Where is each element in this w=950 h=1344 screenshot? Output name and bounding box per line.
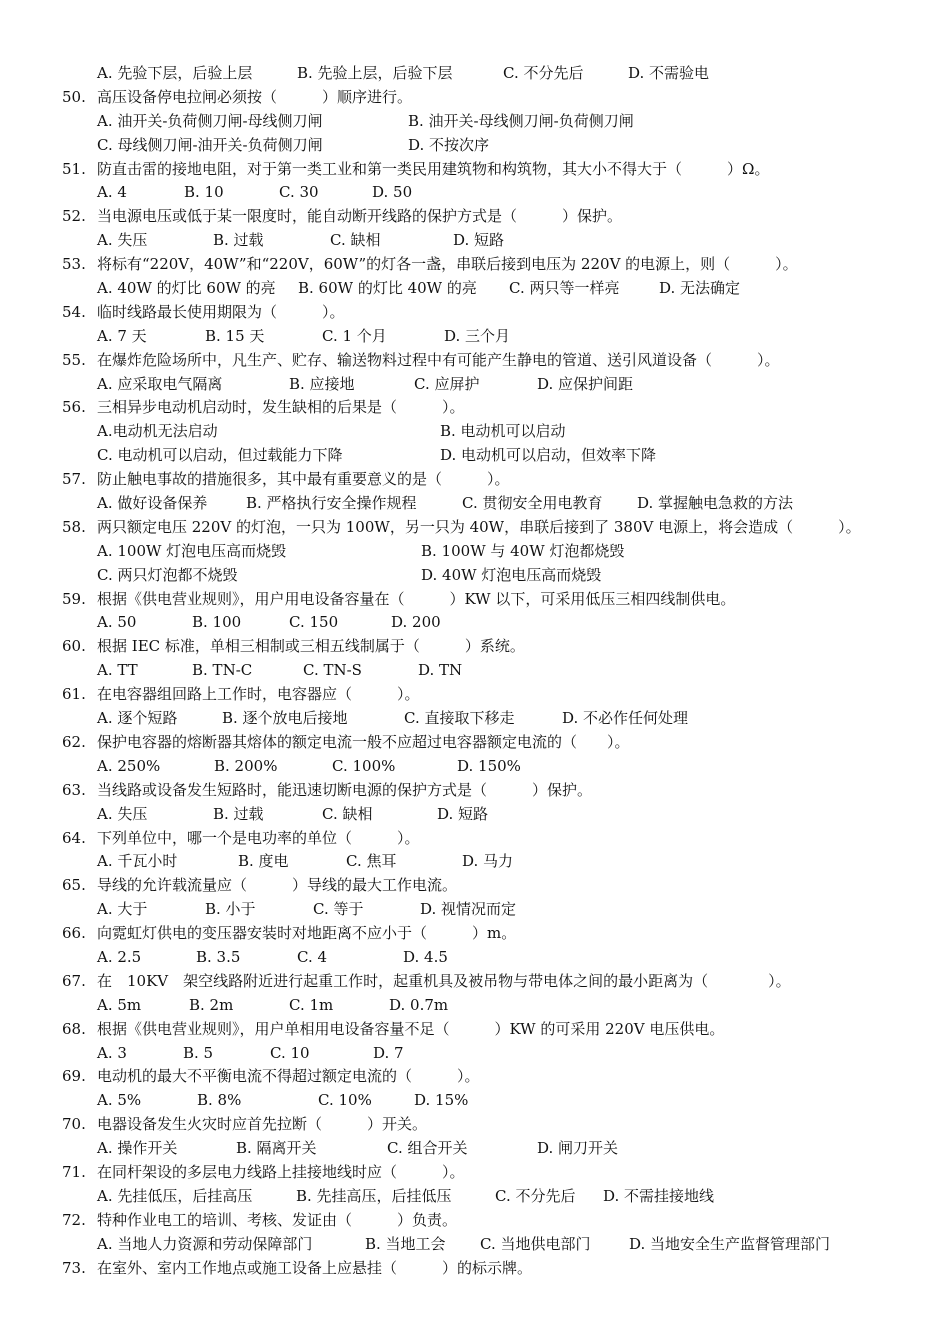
exam-page (0, 62, 950, 1280)
question-line (0, 827, 950, 851)
question-line (0, 1113, 950, 1137)
answer-option: B. 逐个放电后接地 (222, 709, 348, 728)
answer-option: C. 10% (318, 1091, 372, 1110)
answer-option: B. 油开关-母线侧刀闸-负荷侧刀闸 (408, 111, 634, 130)
answer-option: D. 短路 (453, 231, 505, 250)
question-text: 根据《供电营业规则》，用户用电设备容量在（ ）KW 以下，可采用低压三相四线制供电。 (97, 589, 736, 608)
answer-option: A. 油开关-负荷侧刀闸-母线侧刀闸 (97, 111, 323, 130)
question-line (0, 1161, 950, 1185)
options-line (0, 659, 950, 683)
answer-option: D. 应保护间距 (537, 374, 634, 393)
answer-option: D. 7 (373, 1043, 404, 1062)
answer-option: A. 50 (97, 613, 137, 632)
answer-option: A. 100W 灯泡电压高而烧毁 (97, 541, 287, 560)
answer-option: A. 5% (97, 1091, 142, 1110)
question-line (0, 205, 950, 229)
answer-option: C. 缺相 (322, 804, 373, 823)
options-line (0, 420, 950, 444)
answer-option: B. 2m (189, 995, 234, 1014)
answer-option: A. 应采取电气隔离 (97, 374, 223, 393)
answer-option: D. 视情况而定 (420, 900, 517, 919)
answer-option: A. 失压 (97, 804, 148, 823)
options-line (0, 755, 950, 779)
question-text: 在 10KV 架空线路附近进行起重工作时，起重机具及被吊物与带电体之间的最小距离为（ ）。 (97, 971, 791, 990)
answer-option: A. 逐个短路 (97, 709, 178, 728)
answer-option: B. 10 (184, 183, 224, 202)
answer-option: B. 隔离开关 (236, 1139, 317, 1158)
question-text: 电器设备发生火灾时应首先拉断（ ）开关。 (97, 1115, 428, 1134)
question-line (0, 253, 950, 277)
answer-option: C. 缺相 (330, 231, 381, 250)
answer-option: C. 等于 (313, 900, 364, 919)
answer-option: C. 4 (297, 947, 328, 966)
answer-option: B. 200% (214, 756, 278, 775)
answer-option: C. 100% (332, 756, 396, 775)
options-line (0, 803, 950, 827)
answer-option: A. 千瓦小时 (97, 852, 178, 871)
options-line (0, 1233, 950, 1257)
answer-option: C. 母线侧刀闸-油开关-负荷侧刀闸 (97, 135, 323, 154)
question-line (0, 970, 950, 994)
question-text: 电动机的最大不平衡电流不得超过额定电流的（ ）。 (97, 1067, 480, 1086)
question-number: 68. (62, 1019, 86, 1038)
question-number: 56. (62, 398, 86, 417)
question-text: 保护电容器的熔断器其熔体的额定电流一般不应超过电容器额定电流的（ ）。 (97, 732, 630, 751)
answer-option: A. 失压 (97, 231, 148, 250)
answer-option: B. 过载 (213, 231, 264, 250)
question-number: 64. (62, 828, 86, 847)
question-line (0, 635, 950, 659)
question-line (0, 779, 950, 803)
answer-option: C. 贯彻安全用电教育 (462, 494, 603, 513)
question-number: 53. (62, 255, 86, 274)
answer-option: B. TN-C (192, 661, 253, 680)
answer-option: B. 15 天 (205, 326, 265, 345)
answer-option: D. 200 (391, 613, 441, 632)
options-line (0, 492, 950, 516)
question-line (0, 731, 950, 755)
answer-option: B. 3.5 (196, 947, 241, 966)
question-number: 59. (62, 589, 86, 608)
question-text: 根据《供电营业规则》，用户单相用电设备容量不足（ ）KW 的可采用 220V 电压供电。 (97, 1019, 725, 1038)
answer-option: B. 60W 的灯比 40W 的亮 (298, 279, 477, 298)
answer-option: B. 先挂高压，后挂低压 (296, 1186, 452, 1205)
question-text: 特种作业电工的培训、考核、发证由（ ）负责。 (97, 1210, 458, 1229)
answer-option: B. 过载 (213, 804, 264, 823)
question-line (0, 922, 950, 946)
question-line (0, 349, 950, 373)
question-text: 防直击雷的接地电阻，对于第一类工业和第一类民用建筑物和构筑物，其大小不得大于（ ）Ω。 (97, 159, 770, 178)
answer-option: D. 不需验电 (628, 64, 710, 82)
question-text: 三相异步电动机启动时，发生缺相的后果是（ ）。 (97, 398, 465, 417)
options-line (0, 994, 950, 1018)
answer-option: C. 两只灯泡都不烧毁 (97, 565, 238, 584)
question-text: 在电容器组回路上工作时，电容器应（ ）。 (97, 685, 420, 704)
question-number: 66. (62, 924, 86, 943)
question-number: 70. (62, 1115, 86, 1134)
answer-option: D. 不必作任何处理 (562, 709, 689, 728)
options-line (0, 1185, 950, 1209)
options-line (0, 229, 950, 253)
answer-option: A. 3 (97, 1043, 127, 1062)
question-text: 向霓虹灯供电的变压器安装时对地距离不应小于（ ）m。 (97, 924, 517, 943)
options-line (0, 110, 950, 134)
answer-option: B. 应接地 (289, 374, 355, 393)
question-text: 防止触电事故的措施很多，其中最有重要意义的是（ ）。 (97, 470, 510, 489)
question-line (0, 301, 950, 325)
answer-option: D. 50 (372, 183, 413, 202)
answer-option: C. 当地供电部门 (480, 1234, 591, 1253)
answer-option: A. 7 天 (97, 326, 147, 345)
question-line (0, 158, 950, 182)
question-text: 两只额定电压 220V 的灯泡，一只为 100W，另一只为 40W，串联后接到了 380V 电源上，将会造成（ ）。 (97, 517, 861, 536)
options-line (0, 611, 950, 635)
answer-option: C. TN-S (303, 661, 362, 680)
answer-option: A. 4 (97, 183, 127, 202)
question-text: 根据 IEC 标准，单相三相制或三相五线制属于（ ）系统。 (97, 637, 525, 656)
answer-option: B. 小于 (205, 900, 256, 919)
question-line (0, 683, 950, 707)
answer-option: B. 度电 (238, 852, 289, 871)
question-number: 62. (62, 732, 86, 751)
answer-option: D. 闸刀开关 (537, 1139, 619, 1158)
options-line (0, 1089, 950, 1113)
options-line (0, 707, 950, 731)
answer-option: D. TN (418, 661, 463, 680)
question-text: 在爆炸危险场所中，凡生产、贮存、输送物料过程中有可能产生静电的管道、送引风道设备（ ）。 (97, 350, 780, 369)
answer-option: C. 焦耳 (346, 852, 397, 871)
answer-option: D. 当地安全生产监督管理部门 (629, 1234, 831, 1253)
answer-option: C. 10 (270, 1043, 310, 1062)
question-number: 58. (62, 517, 86, 536)
answer-option: B. 100 (192, 613, 242, 632)
question-text: 当电源电压或低于某一限度时，能自动断开线路的保护方式是（ ）保护。 (97, 207, 623, 226)
question-line (0, 1065, 950, 1089)
answer-option: C. 电动机可以启动，但过载能力下降 (97, 446, 343, 465)
answer-option: A. 操作开关 (97, 1139, 178, 1158)
question-text: 将标有“220V，40W”和“220V，60W”的灯各一盏，串联后接到电压为 220V 的电源上，则（ ）。 (97, 255, 798, 274)
answer-option: A. TT (97, 661, 138, 680)
question-line (0, 468, 950, 492)
answer-option: D. 掌握触电急救的方法 (637, 494, 794, 513)
options-line (0, 564, 950, 588)
answer-option: C. 直接取下移走 (404, 709, 515, 728)
question-number: 52. (62, 207, 86, 226)
question-number: 50. (62, 87, 86, 106)
options-line (0, 898, 950, 922)
answer-option: D. 不按次序 (408, 135, 490, 154)
answer-option: A. 做好设备保养 (97, 494, 208, 513)
question-line (0, 396, 950, 420)
answer-option: C. 150 (289, 613, 339, 632)
question-number: 57. (62, 470, 86, 489)
question-text: 在同杆架设的多层电力线路上挂接地线时应（ ）。 (97, 1162, 465, 1181)
question-text: 高压设备停电拉闸必须按（ ）顺序进行。 (97, 87, 413, 106)
answer-option: D. 三个月 (444, 326, 511, 345)
question-line (0, 86, 950, 110)
question-number: 60. (62, 637, 86, 656)
question-text: 在室外、室内工作地点或施工设备上应悬挂（ ）的标示牌。 (97, 1258, 533, 1277)
question-text: 当线路或设备发生短路时，能迅速切断电源的保护方式是（ ）保护。 (97, 780, 593, 799)
question-text: 导线的允许载流量应（ ）导线的最大工作电流。 (97, 876, 458, 895)
question-number: 54. (62, 302, 86, 321)
answer-option: C. 不分先后 (495, 1186, 576, 1205)
question-number: 67. (62, 971, 86, 990)
answer-option: D. 4.5 (403, 947, 448, 966)
answer-option: B. 当地工会 (365, 1234, 446, 1253)
answer-option: C. 不分先后 (503, 64, 584, 82)
answer-option: A. 2.5 (97, 947, 142, 966)
answer-option: D. 150% (457, 756, 521, 775)
options-line (0, 946, 950, 970)
question-line (0, 588, 950, 612)
options-line (0, 373, 950, 397)
answer-option: B. 8% (197, 1091, 242, 1110)
answer-option: B. 严格执行安全操作规程 (246, 494, 417, 513)
question-number: 69. (62, 1067, 86, 1086)
options-line (0, 277, 950, 301)
answer-option: B. 5 (183, 1043, 214, 1062)
options-line (0, 62, 950, 86)
options-line (0, 181, 950, 205)
answer-option: A. 大于 (97, 900, 148, 919)
answer-option: A. 当地人力资源和劳动保障部门 (97, 1234, 313, 1253)
answer-option: A. 250% (97, 756, 161, 775)
question-line (0, 1018, 950, 1042)
answer-option: D. 马力 (462, 852, 514, 871)
answer-option: D. 不需挂接地线 (603, 1186, 715, 1205)
question-number: 51. (62, 159, 86, 178)
answer-option: A. 5m (97, 995, 142, 1014)
answer-option: D. 15% (414, 1091, 469, 1110)
answer-option: B. 100W 与 40W 灯泡都烧毁 (421, 541, 625, 560)
options-line (0, 850, 950, 874)
question-number: 71. (62, 1162, 86, 1181)
answer-option: A.电动机无法启动 (97, 422, 218, 441)
question-number: 65. (62, 876, 86, 895)
answer-option: D. 无法确定 (659, 279, 741, 298)
answer-option: D. 短路 (437, 804, 489, 823)
options-line (0, 325, 950, 349)
answer-option: C. 两只等一样亮 (509, 279, 620, 298)
options-line (0, 444, 950, 468)
answer-option: D. 电动机可以启动，但效率下降 (440, 446, 657, 465)
options-line (0, 1042, 950, 1066)
options-line (0, 540, 950, 564)
answer-option: A. 先验下层，后验上层 (97, 64, 253, 82)
question-line (0, 516, 950, 540)
answer-option: B. 电动机可以启动 (440, 422, 566, 441)
answer-option: A. 先挂低压，后挂高压 (97, 1186, 253, 1205)
answer-option: C. 1 个月 (322, 326, 387, 345)
question-number: 55. (62, 350, 86, 369)
options-line (0, 134, 950, 158)
question-text: 下列单位中，哪一个是电功率的单位（ ）。 (97, 828, 420, 847)
options-line (0, 1137, 950, 1161)
answer-option: D. 0.7m (389, 995, 449, 1014)
question-number: 73. (62, 1258, 86, 1277)
question-line (0, 1257, 950, 1281)
answer-option: A. 40W 的灯比 60W 的亮 (97, 279, 276, 298)
answer-option: C. 应屏护 (414, 374, 480, 393)
question-number: 61. (62, 685, 86, 704)
question-line (0, 1209, 950, 1233)
question-line (0, 874, 950, 898)
question-text: 临时线路最长使用期限为（ ）。 (97, 302, 345, 321)
answer-option: D. 40W 灯泡电压高而烧毁 (421, 565, 602, 584)
answer-option: B. 先验上层，后验下层 (297, 64, 453, 82)
answer-option: C. 30 (279, 183, 319, 202)
answer-option: C. 1m (289, 995, 334, 1014)
question-number: 72. (62, 1210, 86, 1229)
question-number: 63. (62, 780, 86, 799)
answer-option: C. 组合开关 (387, 1139, 468, 1158)
